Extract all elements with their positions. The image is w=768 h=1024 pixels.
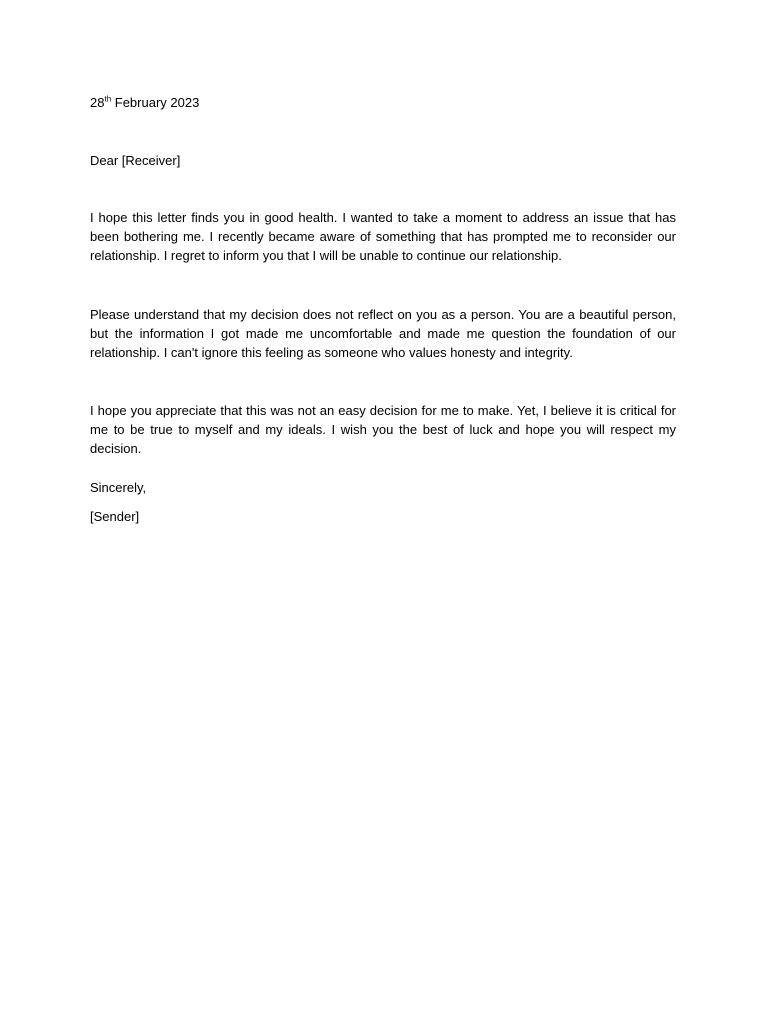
closing: Sincerely, xyxy=(90,480,147,495)
body-paragraph-2: Please understand that my decision does not reflect on you as a person. You are a beautiful person, but the information I got made me uncomfortable and made me question the foundation of our relationship. I can't ignore this feeling as someone who values honesty and integrity. xyxy=(90,307,676,360)
body-paragraph-1: I hope this letter finds you in good health. I wanted to take a moment to address an issue that has been bothering me. I recently became aware of something that has prompted me to reconsider our relationship. I regret to inform you that I will be unable to continue our relationship. xyxy=(90,210,676,263)
signature: [Sender] xyxy=(90,509,140,524)
salutation: Dear [Receiver] xyxy=(90,153,181,168)
date-day: 28 xyxy=(90,95,105,110)
date-ordinal-suffix: th xyxy=(104,94,112,104)
letter-date xyxy=(90,93,676,112)
date-month-year: February 2023 xyxy=(111,95,200,110)
body-paragraph-3: I hope you appreciate that this was not an easy decision for me to make. Yet, I believe it is critical for me to be true to myself and my ideals. I wish you the best of luck and hope you will respect my decision. xyxy=(90,403,676,456)
